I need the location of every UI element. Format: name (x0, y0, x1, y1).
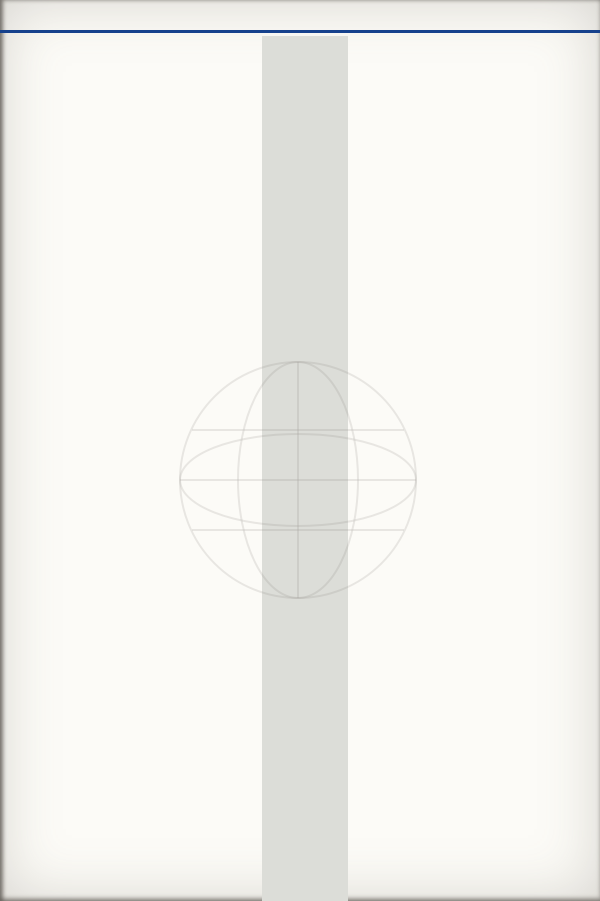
legend-body (0, 37, 600, 899)
header-rule (0, 30, 600, 33)
